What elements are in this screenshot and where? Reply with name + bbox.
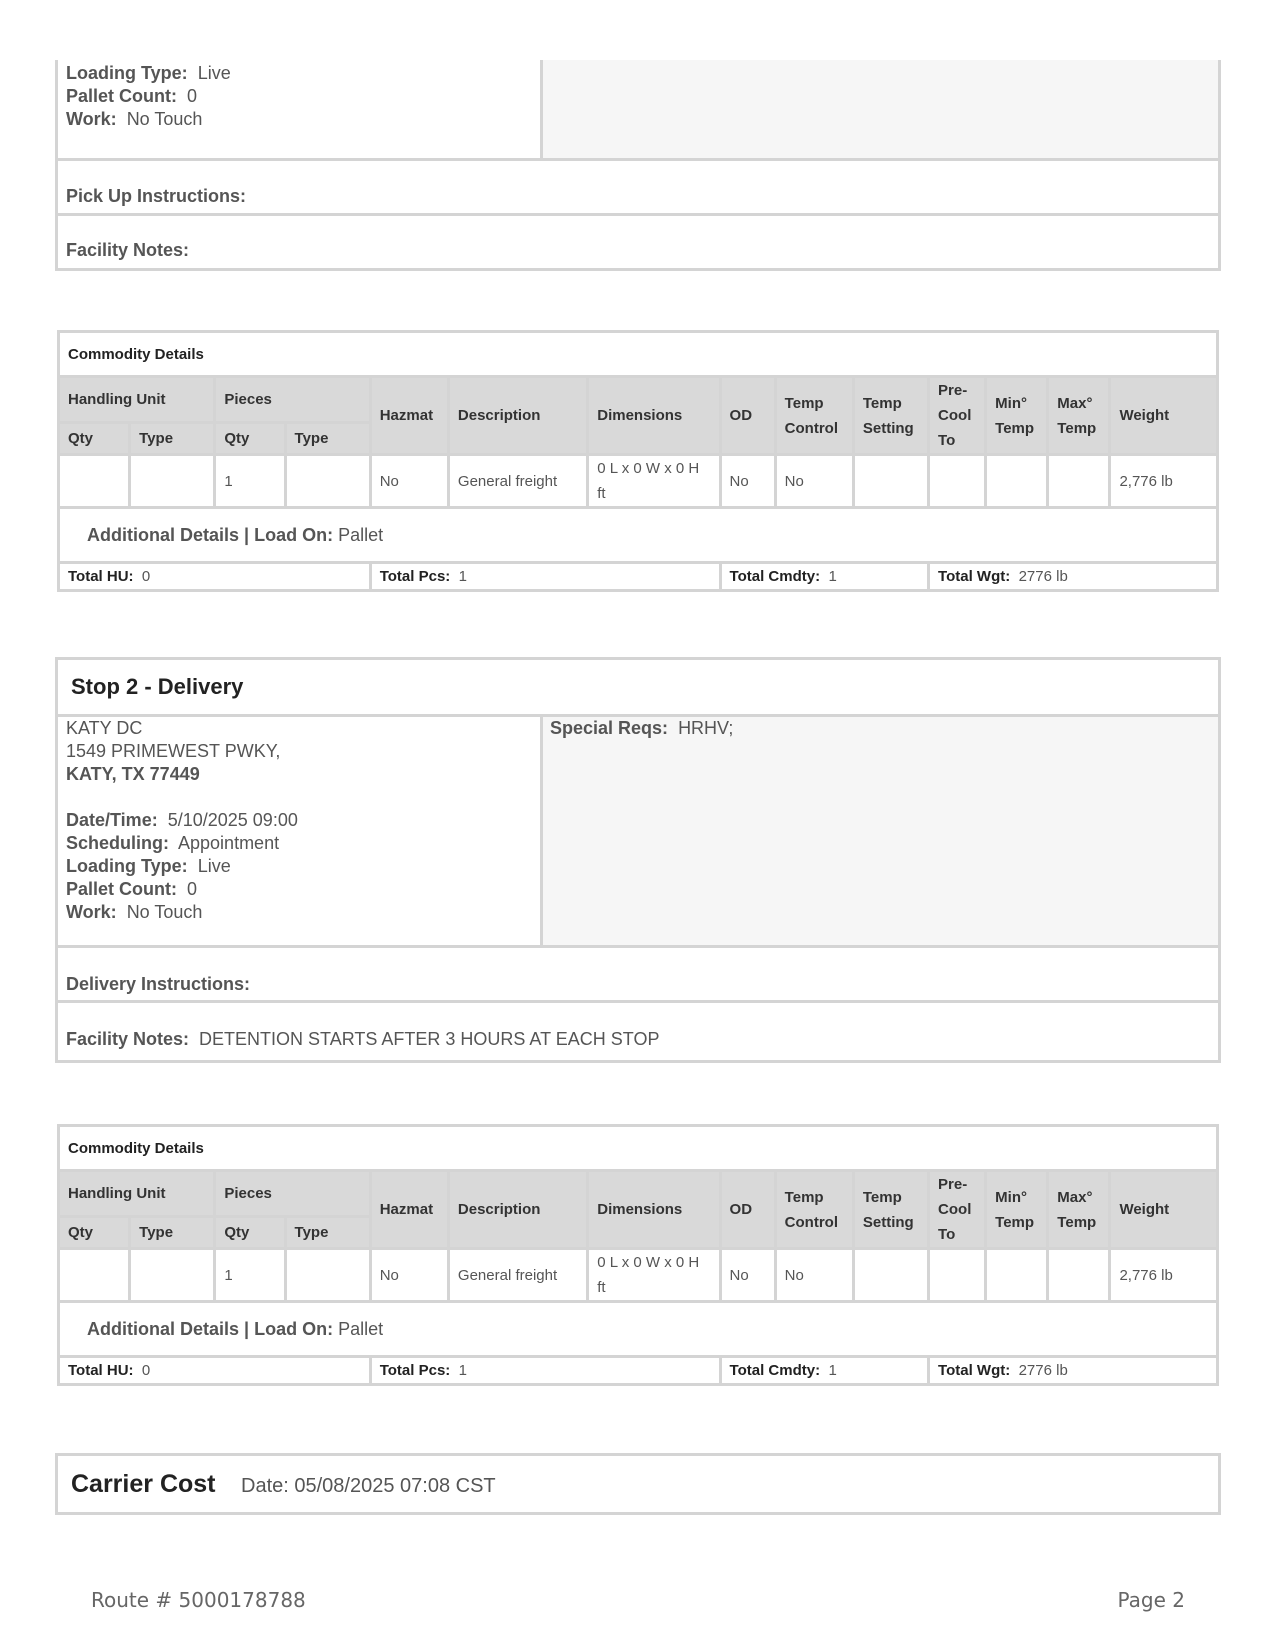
stop2-address <box>66 717 298 924</box>
pallet-count-label: Pallet Count: <box>66 879 177 899</box>
min-temp-cell <box>986 455 1048 508</box>
min-temp-cell <box>986 1249 1048 1302</box>
dimensions-cell: 0 L x 0 W x 0 H ft <box>588 1249 720 1302</box>
total-pcs <box>370 1357 720 1385</box>
pieces-header: Pieces <box>215 1171 370 1217</box>
scheduling-value: Appointment <box>178 833 280 853</box>
page-number: Page 2 <box>1117 1588 1185 1612</box>
description-cell: General freight <box>448 455 587 508</box>
address-line: 1549 PRIMEWEST PWKY, <box>66 741 281 761</box>
pre-cool-to-cell <box>929 1249 986 1302</box>
separator: | <box>244 524 250 545</box>
pcs-qty-header: Qty <box>215 1216 285 1248</box>
min-temp-header: Min° Temp <box>986 1171 1048 1249</box>
weight-header: Weight <box>1110 377 1218 455</box>
datetime-label: Date/Time: <box>66 810 158 830</box>
facility-notes-label: Facility Notes: <box>66 1029 190 1049</box>
separator: | <box>244 1318 250 1339</box>
work-label: Work: <box>66 109 117 129</box>
total-hu <box>59 1357 371 1385</box>
total-wgt-value: 2776 lb <box>1018 1362 1068 1379</box>
pickup-instructions-label: Pick Up Instructions: <box>66 186 247 206</box>
handling-unit-header: Handling Unit <box>59 377 215 423</box>
facility-notes-label: Facility Notes: <box>66 240 190 260</box>
datetime-value: 5/10/2025 09:00 <box>167 810 298 830</box>
od-cell: No <box>720 455 775 508</box>
total-pcs-label: Total Pcs: <box>379 1362 451 1379</box>
total-pcs <box>370 563 720 591</box>
load-on-label: Load On: <box>254 524 334 545</box>
additional-details-label: Additional Details <box>87 1318 240 1339</box>
description-cell: General freight <box>448 1249 587 1302</box>
total-hu-value: 0 <box>141 1362 151 1379</box>
total-cmdty-label: Total Cmdty: <box>729 1362 821 1379</box>
total-hu-label: Total HU: <box>68 1362 134 1379</box>
hazmat-header: Hazmat <box>370 377 448 455</box>
table-row <box>59 455 1218 508</box>
description-header: Description <box>448 1171 587 1249</box>
pallet-count-label: Pallet Count: <box>66 86 177 106</box>
temp-control-cell: No <box>775 1249 853 1302</box>
hu-qty-cell <box>59 455 130 508</box>
special-reqs <box>550 717 733 740</box>
pcs-type-header: Type <box>285 1216 370 1248</box>
od-header: OD <box>720 1171 775 1249</box>
temp-setting-cell <box>853 455 928 508</box>
total-cmdty-value: 1 <box>828 568 837 585</box>
temp-control-header: Temp Control <box>775 1171 853 1249</box>
work-label: Work: <box>66 902 117 922</box>
pcs-type-cell <box>285 455 370 508</box>
city-state-zip: KATY, TX 77449 <box>66 764 200 784</box>
pcs-qty-header: Qty <box>215 422 285 454</box>
total-cmdty <box>720 1357 928 1385</box>
pcs-type-cell <box>285 1249 370 1302</box>
load-on-value: Pallet <box>338 524 384 545</box>
pre-cool-to-header: Pre-Cool To <box>929 1171 986 1249</box>
total-wgt-label: Total Wgt: <box>938 1362 1011 1379</box>
special-reqs-label: Special Reqs: <box>550 718 669 738</box>
pre-cool-to-cell <box>929 455 986 508</box>
hu-type-header: Type <box>130 1216 215 1248</box>
od-header: OD <box>720 377 775 455</box>
facility-notes <box>66 1029 659 1050</box>
pcs-type-header: Type <box>285 422 370 454</box>
delivery-instructions-label: Delivery Instructions: <box>66 974 251 994</box>
hu-qty-header: Qty <box>59 1216 130 1248</box>
total-wgt-value: 2776 lb <box>1018 568 1068 585</box>
hu-type-cell <box>130 1249 215 1302</box>
handling-unit-header: Handling Unit <box>59 1171 215 1217</box>
work-value: No Touch <box>126 109 203 129</box>
carrier-cost-date: Date: 05/08/2025 07:08 CST <box>241 1475 496 1497</box>
stop2-box <box>55 657 1221 1063</box>
weight-header: Weight <box>1110 1171 1218 1249</box>
temp-setting-header: Temp Setting <box>853 1171 928 1249</box>
commodity-details-title: Commodity Details <box>59 332 1218 377</box>
total-hu <box>59 563 371 591</box>
commodity-table-1 <box>57 330 1219 592</box>
weight-cell: 2,776 lb <box>1110 455 1218 508</box>
stop2-title: Stop 2 - Delivery <box>71 674 244 699</box>
commodity-table-2 <box>57 1124 1219 1386</box>
pallet-count-value: 0 <box>187 86 198 106</box>
total-hu-value: 0 <box>141 568 151 585</box>
total-pcs-value: 1 <box>458 1362 467 1379</box>
additional-details <box>59 508 1218 563</box>
total-pcs-value: 1 <box>458 568 467 585</box>
load-on-value: Pallet <box>338 1318 384 1339</box>
carrier-cost-title: Carrier Cost <box>71 1470 216 1498</box>
scheduling-label: Scheduling: <box>66 833 169 853</box>
stop1-fields <box>66 62 231 131</box>
loading-type-label: Loading Type: <box>66 63 188 83</box>
special-reqs-value: HRHV; <box>678 718 734 738</box>
loading-type-value: Live <box>197 63 231 83</box>
total-cmdty-label: Total Cmdty: <box>729 568 821 585</box>
total-cmdty-value: 1 <box>828 1362 837 1379</box>
temp-setting-header: Temp Setting <box>853 377 928 455</box>
total-wgt-label: Total Wgt: <box>938 568 1011 585</box>
table-row <box>59 1249 1218 1302</box>
temp-setting-cell <box>853 1249 928 1302</box>
total-wgt <box>929 1357 1218 1385</box>
hu-type-header: Type <box>130 422 215 454</box>
stop1-detail-box <box>55 60 1221 271</box>
total-wgt <box>929 563 1218 591</box>
max-temp-header: Max° Temp <box>1048 377 1110 455</box>
hu-qty-header: Qty <box>59 422 130 454</box>
description-header: Description <box>448 377 587 455</box>
hazmat-cell: No <box>370 455 448 508</box>
pieces-header: Pieces <box>215 377 370 423</box>
hazmat-cell: No <box>370 1249 448 1302</box>
dimensions-cell: 0 L x 0 W x 0 H ft <box>588 455 720 508</box>
facility-notes-value: DETENTION STARTS AFTER 3 HOURS AT EACH STOP <box>199 1029 660 1049</box>
max-temp-cell <box>1048 1249 1110 1302</box>
commodity-details-title: Commodity Details <box>59 1126 1218 1171</box>
total-cmdty <box>720 563 928 591</box>
pre-cool-to-header: Pre-Cool To <box>929 377 986 455</box>
loading-type-label: Loading Type: <box>66 856 188 876</box>
min-temp-header: Min° Temp <box>986 377 1048 455</box>
additional-details <box>59 1302 1218 1357</box>
temp-control-cell: No <box>775 455 853 508</box>
work-value: No Touch <box>126 902 203 922</box>
loading-type-value: Live <box>197 856 231 876</box>
total-hu-label: Total HU: <box>68 568 134 585</box>
hu-type-cell <box>130 455 215 508</box>
max-temp-cell <box>1048 455 1110 508</box>
stop1-right-panel <box>543 60 1218 158</box>
pallet-count-value: 0 <box>187 879 198 899</box>
dimensions-header: Dimensions <box>588 377 720 455</box>
hazmat-header: Hazmat <box>370 1171 448 1249</box>
facility-name: KATY DC <box>66 718 143 738</box>
stop2-right-panel <box>543 717 1218 945</box>
total-pcs-label: Total Pcs: <box>379 568 451 585</box>
dimensions-header: Dimensions <box>588 1171 720 1249</box>
carrier-cost-box <box>55 1453 1221 1515</box>
route-number: Route # 5000178788 <box>91 1588 306 1612</box>
additional-details-label: Additional Details <box>87 524 240 545</box>
max-temp-header: Max° Temp <box>1048 1171 1110 1249</box>
load-on-label: Load On: <box>254 1318 334 1339</box>
od-cell: No <box>720 1249 775 1302</box>
pcs-qty-cell: 1 <box>215 455 285 508</box>
hu-qty-cell <box>59 1249 130 1302</box>
pcs-qty-cell: 1 <box>215 1249 285 1302</box>
temp-control-header: Temp Control <box>775 377 853 455</box>
weight-cell: 2,776 lb <box>1110 1249 1218 1302</box>
